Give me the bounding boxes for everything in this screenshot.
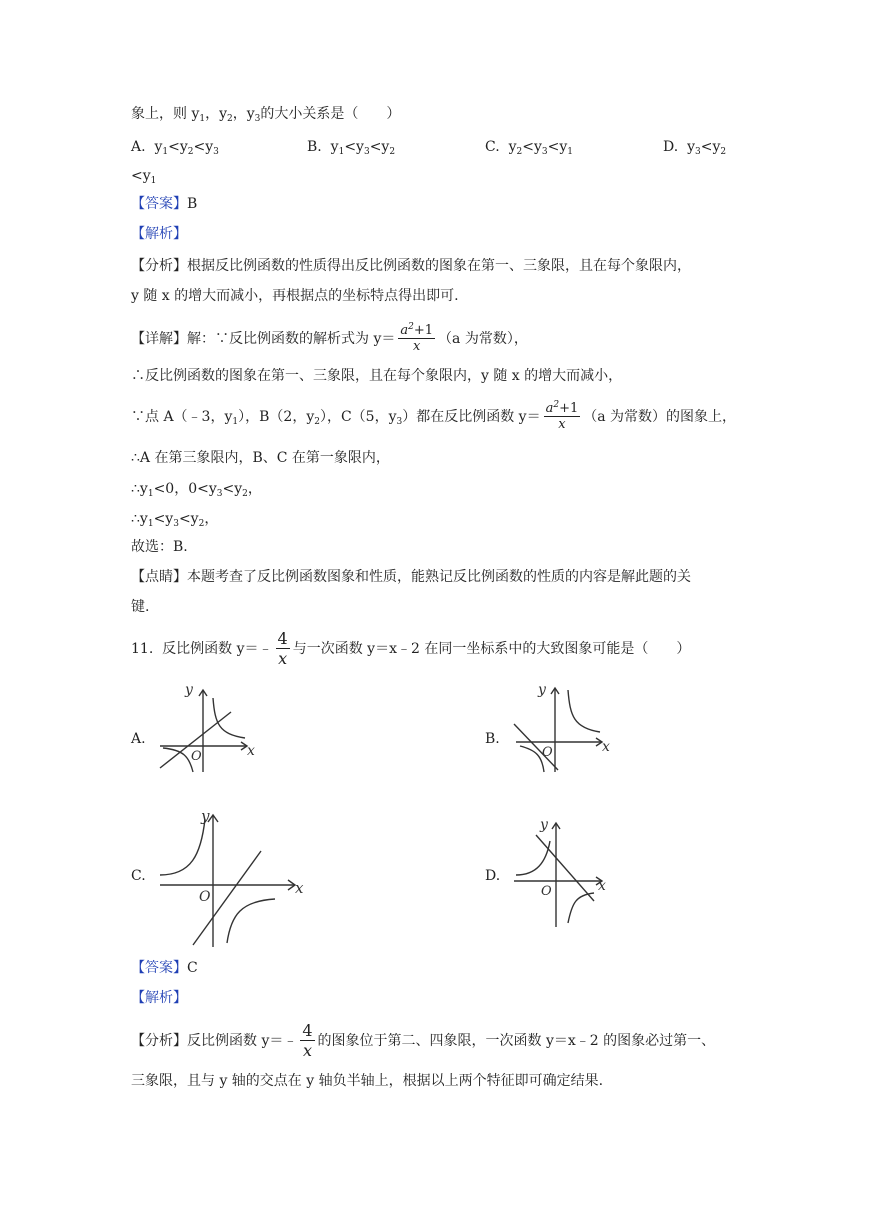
q10-stem: 象上，则 $y_1$，$y_2$，$y_3$的大小关系是（ ） [131,106,401,124]
origin-label: O [199,889,211,905]
x-label: x [247,743,255,759]
q10-analysis-label: 【解析】 [131,226,187,242]
q11-analysis-label: 【解析】 [131,990,187,1006]
hyperbola-branch-1 [213,698,245,738]
y-label: y [185,682,193,698]
q10-fenxi-line2: y 随 x 的增大而减小，再根据点的坐标特点得出即可. [131,288,459,304]
q10-dianjing-line1: 【点睛】本题考查了反比例函数图象和性质，能熟记反比例函数的性质的内容是解此题的关 [131,569,691,585]
x-label: x [602,739,610,755]
q10-answer: 【答案】B [131,196,198,212]
x-label: x [295,879,304,897]
q10-option-a: A. $y_1<y_2<y_3$ [131,139,219,157]
q11-option-c-label: C. [131,868,146,884]
q11-graph-d [510,815,620,930]
y-label: y [201,807,210,825]
fraction-a2plus1-over-x: $\frac{a^2+1}{x}$ [400,321,434,354]
q10-detail-line4: ∴A 在第三象限内，B、C 在第一象限内， [131,450,390,466]
y-label: y [540,817,548,833]
hyperbola-branch-2 [160,819,205,875]
fraction-a2plus1-over-x-2: $\frac{a^2+1}{x}$ [545,399,579,432]
hyperbola-branch-1 [568,690,600,732]
q10-dianjing-line2: 键. [131,599,150,615]
q11-graph-a [155,680,265,775]
q10-detail-line5: $\therefore y_1<0$，$0<y_3<y_2$， [131,481,262,499]
q11-option-a-label: A. [131,731,146,747]
x-label: x [598,878,606,894]
origin-label: O [541,884,552,899]
fraction-4-over-x-2: $\frac{4}{x}$ [302,1021,313,1060]
q11-graph-c [155,805,305,950]
q10-detail-line7: 故选：B. [131,539,188,555]
q11-option-b-label: B. [485,731,500,747]
q11-answer: 【答案】C [131,960,198,976]
q10-detail-line3: ∵点 A（﹣3，$y_1$），B（2，$y_2$），C（5，$y_3$）都在反比例函数 y＝ $\frac{a^2+1}{x}$ （a 为常数）的图象上， [131,399,737,432]
q10-detail-line6: $\therefore y_1<y_3<y_2$， [131,511,219,529]
origin-label: O [542,745,553,760]
q11-fenxi-line2: 三象限，且与 y 轴的交点在 y 轴负半轴上，根据以上两个特征即可确定结果. [131,1073,604,1089]
q11-stem: 11. 反比例函数 y＝﹣ $\frac{4}{x}$ 与一次函数 y＝x﹣2 在同一坐标系中的大致图象可能是（ ） [131,629,691,668]
y-label: y [538,682,546,698]
q10-option-c: C. $y_2<y_3<y_1$ [485,139,573,157]
q10-fenxi-line1: 【分析】根据反比例函数的性质得出反比例函数的图象在第一、三象限，且在每个象限内， [131,258,691,274]
q11-fenxi-line1: 【分析】反比例函数 y＝﹣ $\frac{4}{x}$ 的图象位于第二、四象限，一次函数 y＝x﹣2 的图象必过第一、 [131,1021,716,1060]
q10-option-d-wrap: $<y_1$ [131,168,157,186]
hyperbola-branch-4 [227,899,275,943]
q10-detail-line1: 【详解】解：∵反比例函数的解析式为 y＝ $\frac{a^2+1}{x}$ （a 为常数）， [131,321,528,354]
q11-option-d-label: D. [485,868,501,884]
q10-detail-line2: ∴反比例函数的图象在第一、三象限，且在每个象限内，y 随 x 的增大而减小， [131,368,623,384]
q11-graph-b [510,680,620,775]
q10-option-d: D. $y_3<y_2$ [663,139,727,157]
hyperbola-branch-2 [520,746,544,772]
fraction-4-over-x: $\frac{4}{x}$ [277,629,288,668]
origin-label: O [191,749,202,764]
hyperbola-branch-2 [163,748,193,772]
q10-option-b: B. $y_1<y_3<y_2$ [307,139,396,157]
